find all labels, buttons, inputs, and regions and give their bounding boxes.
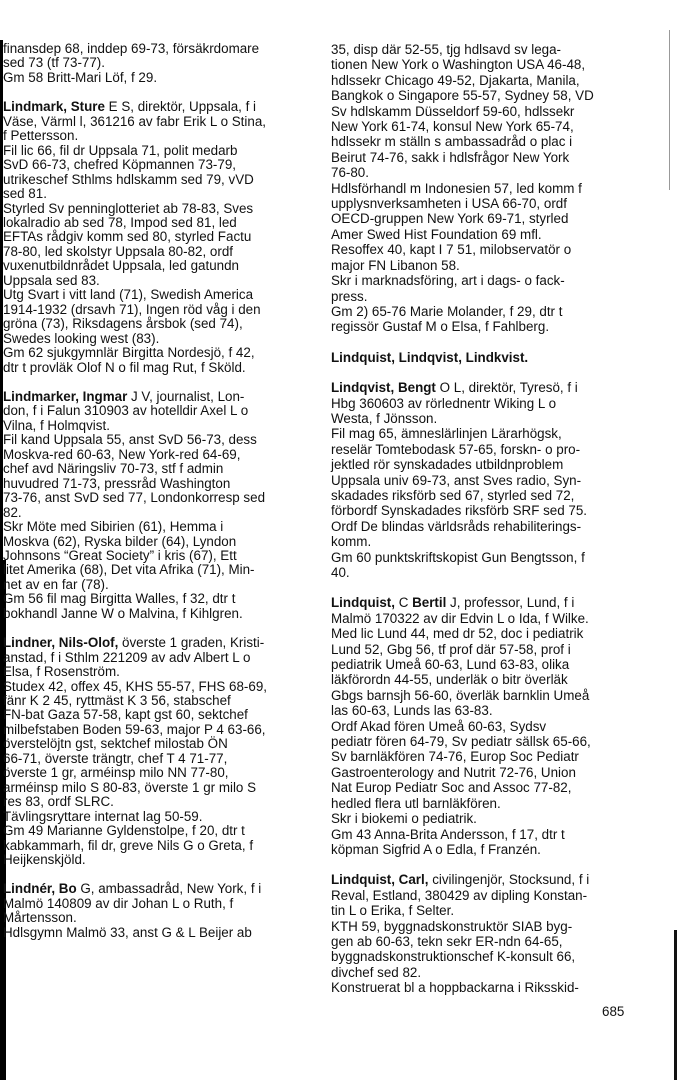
entry-text-line: Moskva (62), Ryska bilder (64), Lyndon — [3, 533, 237, 549]
entry-text-line: 73-76, anst SvD sed 77, Londonkorresp sed — [3, 490, 266, 506]
entry-text: civilingenjör, Stocksund, f i — [428, 872, 590, 888]
biography-entry — [3, 882, 308, 940]
biography-entry — [3, 390, 308, 621]
entry-text-line: 66-71, överste trängtr, chef T 4 71-77, — [3, 750, 228, 766]
entry-text-line: Gm 58 Britt-Mari Löf, f 29. — [3, 69, 158, 85]
entry-text-line: hdlssekr m ställn s ambassadråd o plac i — [331, 134, 573, 150]
entry-text-line: Hdlsförhandl m Indonesien 57, led komm f — [331, 180, 582, 196]
entry-text-line: Westa, f Jönsson. — [331, 410, 438, 426]
entry-text-line: gröna (73), Riksdagens årsbok (sed 74), — [3, 316, 243, 332]
entry-text-line: res 83, ordf SLRC. — [3, 794, 114, 810]
entry-head-line — [331, 380, 631, 395]
entry-text-line: Studex 42, offex 45, KHS 55-57, FHS 68-69, — [3, 678, 268, 694]
biography-entry — [3, 636, 308, 867]
entry-text-line: Mårtensson. — [3, 910, 77, 926]
entry-text: J, professor, Lund, f i — [446, 595, 575, 611]
entry-text-line: Gm 2) 65-76 Marie Molander, f 29, dtr t — [331, 303, 563, 319]
entry-text-line: EFTAs rådgiv komm sed 80, styrled Factu — [3, 229, 252, 245]
entry-text-line: läkförordn 44-55, underläk o bitr överläk — [331, 672, 568, 688]
entry-text-line: Sv barnläkfören 74-76, Europ Soc Pediatr — [331, 749, 579, 765]
entry-text-line: SvD 66-73, chefred Köpmannen 73-79, — [3, 157, 236, 173]
entry-text-line: Reval, Estland, 380429 av dipling Konstan- — [331, 887, 588, 903]
entry-head-line — [3, 636, 308, 650]
entry-text-line: anstad, f i Sthlm 221209 av adv Albert L o — [3, 649, 251, 665]
entry-text-line: Moskva-red 60-63, New York-red 64-69, — [3, 446, 241, 462]
entry-text-line: Johnsons “Great Society” i kris (67), Ett — [3, 547, 237, 563]
entry-text-line: finansdep 68, inddep 69-73, försäkrdomare — [3, 41, 260, 56]
entry-text-line: gen ab 60-63, tekn sekr ER-ndn 64-65, — [331, 933, 563, 949]
entry-text-line: Gastroenterology and Nutrit 72-76, Union — [331, 764, 576, 780]
entry-text-line: Konstruerat bl a hoppbackarna i Riksskid- — [331, 980, 579, 996]
entry-text-line: Swedes looking west (83). — [3, 330, 160, 346]
entry-text-line: arméinsp milo S 80-83, överste 1 gr milo S — [3, 779, 257, 795]
entry-text-line: Malmö 170322 av dir Edvin L o Ida, f Wilke. — [331, 610, 589, 626]
entry-text-line: regissör Gustaf M o Elsa, f Fahlberg. — [331, 319, 550, 335]
right-column — [331, 42, 631, 1011]
entry-name: Lindquist, Carl, — [331, 872, 429, 888]
entry-name: Bertil — [412, 595, 447, 611]
biography-entry — [331, 872, 631, 995]
entry-text-line: Tävlingsryttare internat lag 50-59. — [3, 808, 203, 824]
entry-text-line: 76-80. — [331, 165, 369, 181]
entry-text-line: kabkammarh, fil dr, greve Nils G o Greta, f — [3, 837, 254, 853]
entry-name: Lindquist, Lindqvist, Lindkvist. — [331, 349, 529, 365]
entry-text-line: don, f i Falun 310903 av hotelldir Axel L o — [3, 403, 249, 419]
entry-text: överste 1 graden, Kristi- — [118, 635, 265, 651]
entry-text-line: förbordf Synskadades riksförb SRF sed 75. — [331, 503, 588, 519]
entry-text-line: Uppsala sed 83. — [3, 272, 100, 288]
entry-text-line: Gm 43 Anna-Brita Andersson, f 17, dtr t — [331, 826, 565, 842]
entry-text-line: sed 73 (tf 73-77). — [3, 55, 105, 71]
entry-text-line: Sv hdlskamm Düsseldorf 59-60, hdlssekr — [331, 103, 575, 119]
entry-text-line: skadades riksförb sed 67, styrled sed 72, — [331, 487, 575, 503]
entry-text-line: Skr i biokemi o pediatrik. — [331, 811, 477, 827]
entry-text: G, ambassadråd, New York, f i — [76, 881, 262, 897]
entry-name: Lindner, Nils-Olof, — [3, 635, 119, 651]
entry-text-line: Skr i marknadsföring, art i dags- o fack- — [331, 273, 565, 289]
entry-text-line: Ordf De blindas världsråds rehabiliterings- — [331, 518, 582, 534]
entry-text: C — [394, 595, 413, 611]
entry-text-line: divchef sed 82. — [331, 964, 422, 980]
entry-text-line: litet Amerika (68), Det vita Afrika (71), Min- — [3, 562, 255, 578]
entry-text-line: dtr t provläk Olof N o fil mag Rut, f Sköld. — [3, 359, 246, 375]
entry-text-line: Gbgs barnsjh 56-60, överläk barnklin Umeå — [331, 687, 590, 703]
entry-text-line: huvudred 71-73, pressråd Washington — [3, 475, 231, 491]
entry-text-line: Fil mag 65, ämneslärlinjen Lärarhögsk, — [331, 426, 562, 442]
entry-text-line: Styrled Sv penninglotteriet ab 78-83, Sves — [3, 200, 254, 216]
entry-text-line: lokalradio ab sed 78, Impod sed 81, led — [3, 214, 237, 230]
entry-text-line: Fil lic 66, fil dr Uppsala 71, polit medarb — [3, 142, 238, 158]
entry-text-line: Nat Europ Pediatr Soc and Assoc 77-82, — [331, 780, 572, 796]
entry-text-line: 1914-1932 (drsavh 71), Ingen röd våg i den — [3, 301, 261, 317]
biography-entry — [3, 100, 308, 375]
entry-text-line: tionen New York o Washington USA 46-48, — [331, 57, 586, 73]
entry-text-line: Malmö 140809 av dir Johan L o Ruth, f — [3, 895, 234, 911]
entry-text-line: Beirut 74-76, sakk i hdlsfrågor New York — [331, 149, 570, 165]
entry-text-line: Lund 52, Gbg 56, tf prof där 57-58, prof i — [331, 641, 571, 657]
entry-text-line: Med lic Lund 44, med dr 52, doc i pediatrik — [331, 626, 584, 642]
entry-text-line: Vilna, f Holmqvist. — [3, 417, 110, 433]
biography-entry — [331, 595, 631, 857]
entry-head-line — [3, 100, 308, 114]
entry-text-line: net av en far (78). — [3, 576, 109, 592]
entry-text-line: Hdlsgymn Malmö 33, anst G & L Beijer ab — [3, 924, 252, 940]
entry-text-line: sed 81. — [3, 186, 47, 202]
entry-text-line: Gm 62 sjukgymnlär Birgitta Nordesjö, f 42, — [3, 345, 255, 361]
entry-text-line: Amer Swed Hist Foundation 69 mfl. — [331, 226, 542, 242]
entry-text-line: Gm 56 fil mag Birgitta Walles, f 32, dtr t — [3, 591, 236, 607]
entry-head-line — [331, 872, 631, 887]
entry-text-line: 82. — [3, 504, 22, 520]
entry-text-line: 40. — [331, 565, 350, 580]
entry-text: O L, direktör, Tyresö, f i — [435, 380, 578, 396]
entry-text-line: OECD-gruppen New York 69-71, styrled — [331, 211, 569, 227]
entry-text-line: f Pettersson. — [3, 128, 79, 144]
entry-head-line — [3, 882, 308, 896]
entry-text-line: milbefstaben Boden 59-63, major P 4 63-66, — [3, 721, 266, 737]
entry-text-line: tin L o Erika, f Selter. — [331, 903, 455, 919]
entry-text-line: köpman Sigfrid A o Edla, f Franzén. — [331, 841, 541, 857]
biography-entry — [331, 380, 631, 580]
entry-text-line: Skr Möte med Sibirien (61), Hemma i — [3, 519, 224, 535]
entry-text-line: chef avd Näringsliv 70-73, stf f admin — [3, 461, 224, 477]
entry-name: Lindqvist, Bengt — [331, 380, 436, 396]
entry-text-line: las 60-63, Lunds las 63-83. — [331, 703, 493, 719]
entry-text-line: överstelöjtn gst, sektchef milostab ÖN — [3, 736, 228, 752]
entry-head-line — [3, 390, 308, 404]
entry-text-line: bokhandl Janne W o Malvina, f Kihlgren. — [3, 605, 243, 621]
entry-text-line: Bangkok o Singapore 55-57, Sydney 58, VD — [331, 88, 594, 104]
entry-text-line: utrikeschef Sthlms hdlskamm sed 79, vVD — [3, 171, 254, 187]
entry-text-line: Ordf Akad fören Umeå 60-63, Sydsv — [331, 718, 547, 734]
entry-text-line: Elsa, f Rosenström. — [3, 664, 120, 680]
biography-entry — [331, 350, 631, 365]
entry-text-line: komm. — [331, 534, 372, 550]
entry-text-line: vuxenutbildnrådet Uppsala, led gatundn — [3, 258, 239, 274]
entry-text-line: hedled flera utl barnläkfören. — [331, 795, 501, 811]
scan-edge-shadow-right — [674, 930, 677, 1080]
entry-text-line: New York 61-74, konsul New York 65-74, — [331, 119, 574, 135]
entry-text-line: pediatr fören 64-79, Sv pediatr sällsk 65-66, — [331, 734, 591, 750]
entry-text-line: överste 1 gr, arméinsp milo NN 77-80, — [3, 765, 229, 781]
entry-text-line: 78-80, led skolstyr Uppsala 80-82, ordf — [3, 243, 233, 259]
entry-text-line: 35, disp där 52-55, tjg hdlsavd sv lega- — [331, 42, 562, 57]
entry-text-line: Fil kand Uppsala 55, anst SvD 56-73, dess — [3, 432, 257, 448]
entry-text-line: Gm 49 Marianne Gyldenstolpe, f 20, dtr t — [3, 823, 245, 839]
entry-name: Lindmarker, Ingmar — [3, 388, 128, 404]
entry-text-line: hdlssekr Chicago 49-52, Djakarta, Manila, — [331, 72, 580, 88]
entry-text-line: upplysnverksamheten i USA 66-70, ordf — [331, 196, 567, 212]
entry-text-line: Resoffex 40, kapt I 7 51, milobservatör o — [331, 242, 572, 258]
entry-text-line: Hbg 360603 av rörlednentr Wiking L o — [331, 395, 557, 411]
scan-edge-line-right — [669, 30, 670, 190]
biography-entry — [331, 42, 631, 335]
left-column — [3, 42, 308, 955]
entry-text: E S, direktör, Uppsala, f i — [104, 99, 257, 115]
entry-name: Lindquist, — [331, 595, 395, 611]
entry-text-line: Heijkenskjöld. — [3, 852, 86, 868]
entry-text-line: major FN Libanon 58. — [331, 257, 460, 273]
entry-text-line: press. — [331, 288, 368, 304]
page-number: 685 — [602, 1004, 625, 1019]
entry-text-line: Gm 60 punktskriftskopist Gun Bengtsson, f — [331, 549, 585, 565]
entry-text-line: fänr K 2 45, ryttmäst K 3 56, stabschef — [3, 693, 231, 709]
biography-entry — [3, 42, 308, 85]
entry-head-line — [331, 350, 631, 365]
entry-text-line: byggnadskonstruktionschef K-konsult 66, — [331, 949, 576, 965]
entry-text-line: Väse, Värml l, 361216 av fabr Erik L o Stina, — [3, 113, 266, 129]
entry-text-line: pediatrik Umeå 60-63, Lund 63-83, olika — [331, 657, 570, 673]
entry-text-line: Utg Svart i vitt land (71), Swedish America — [3, 287, 254, 303]
entry-name: Lindnér, Bo — [3, 881, 77, 897]
entry-text-line: Uppsala univ 69-73, anst Sves radio, Syn- — [331, 472, 582, 488]
entry-name: Lindmark, Sture — [3, 99, 105, 115]
entry-text: J V, journalist, Lon- — [127, 388, 245, 404]
entry-head-line — [331, 595, 631, 610]
entry-text-line: KTH 59, byggnadskonstruktör SIAB byg- — [331, 918, 573, 934]
entry-text-line: jektled rör synskadades utbildnproblem — [331, 457, 564, 473]
entry-text-line: reselär Tomtebodask 57-65, forskn- o pro- — [331, 441, 581, 457]
entry-text-line: FN-bat Gaza 57-58, kapt gst 60, sektchef — [3, 707, 248, 723]
